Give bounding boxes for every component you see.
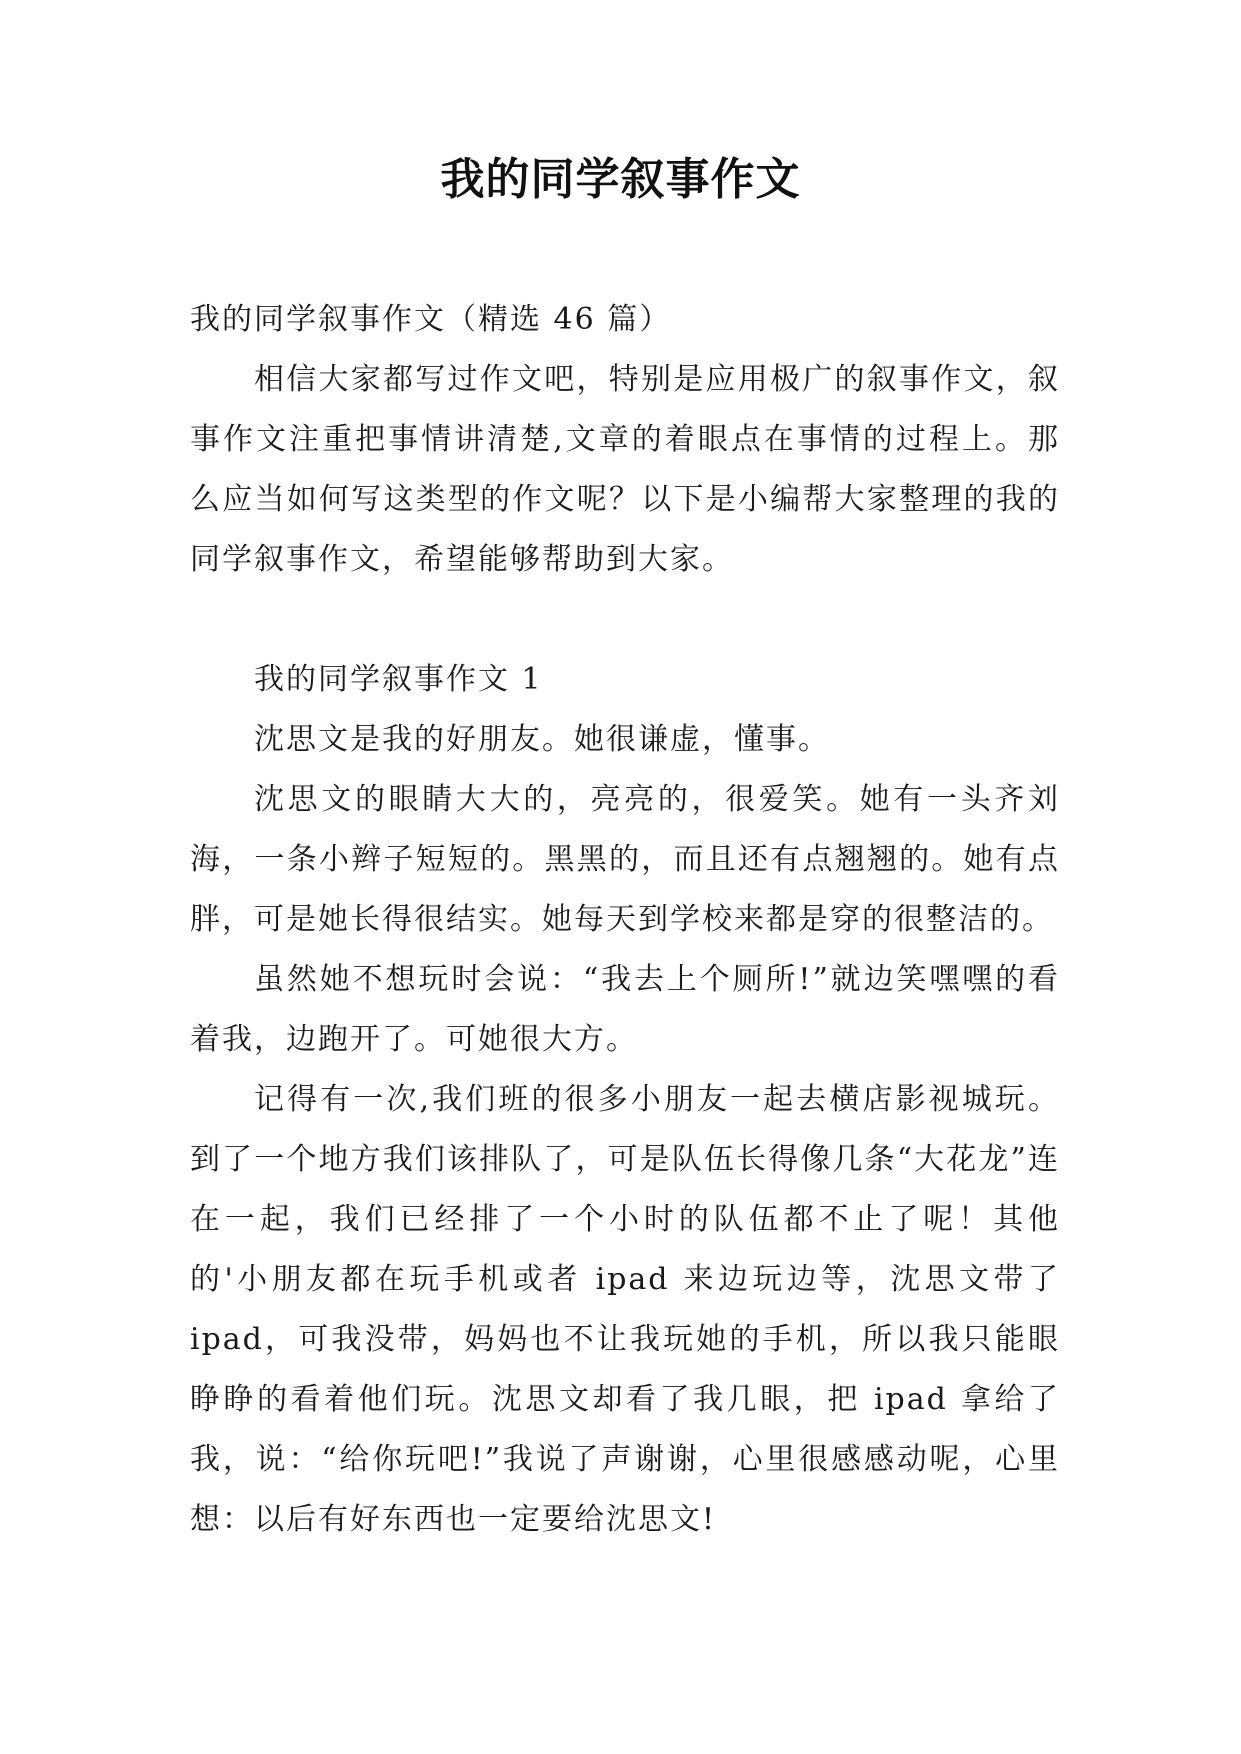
document-title: 我的同学叙事作文 (440, 154, 801, 205)
section-heading: 我的同学叙事作文 1 (254, 662, 543, 697)
body-paragraph: 沈思文是我的好朋友。她很谦虚，懂事。 (254, 722, 830, 757)
body-paragraph: 沈思文的眼睛大大的，亮亮的，很爱笑。她有一头齐刘海，一条小辫子短短的。黑黑的，而且还有点翘翘的。她有点胖，可是她长得很结实。她每天到学校来都是穿的很整洁的。 (190, 782, 1060, 937)
intro-paragraph: 相信大家都写过作文吧，特别是应用极广的叙事作文，叙事作文注重把事情讲清楚,文章的着眼点在事情的过程上。那么应当如何写这类型的作文呢？以下是小编帮大家整理的我的同学叙事作文，希望能够帮助到大家。 (190, 362, 1060, 577)
body-paragraph: 记得有一次,我们班的很多小朋友一起去横店影视城玩。到了一个地方我们该排队了，可是队伍长得像几条“大花龙”连在一起，我们已经排了一个小时的队伍都不止了呢！其他的'小朋友都在玩手机或者 ipad 来边玩边等，沈思文带了 ipad，可我没带，妈妈也不让我玩她的手机，所以我只能眼睁睁的看着他们玩。沈思文却看了我几眼，把 ipad 拿给了我，说：“给你玩吧!”我说了声谢谢，心里很感感动呢，心里想：以后有好东西也一定要给沈思文! (190, 1082, 1060, 1537)
document-body (190, 290, 1060, 1550)
body-paragraph: 虽然她不想玩时会说：“我去上个厕所!”就边笑嘿嘿的看着我，边跑开了。可她很大方。 (190, 962, 1060, 1057)
section-spacer (190, 590, 1060, 650)
document-subtitle: 我的同学叙事作文（精选 46 篇） (190, 302, 672, 337)
